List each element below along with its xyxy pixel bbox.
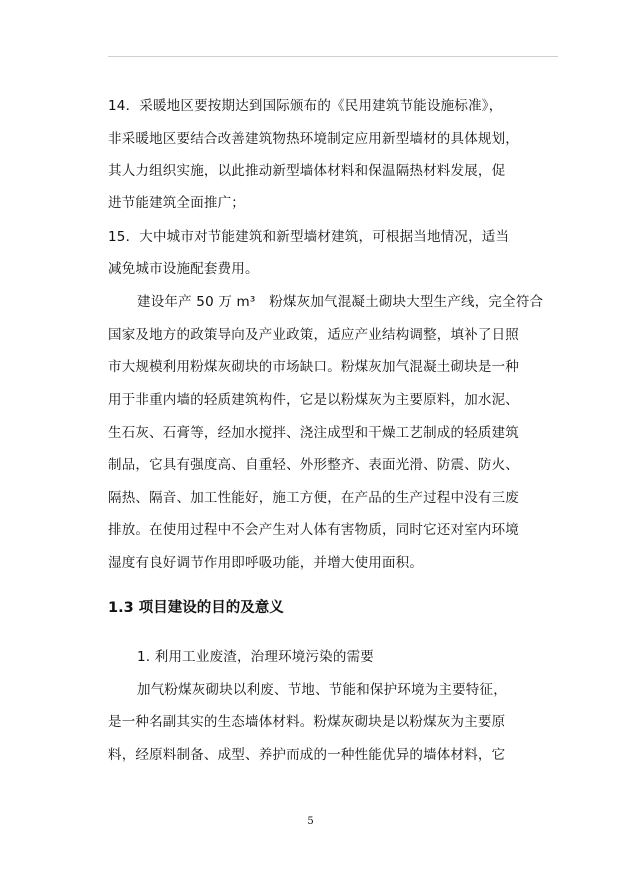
main-para-line-4: 用于非重内墙的轻质建筑构件，它是以粉煤灰为主要原料，加水泥、 bbox=[108, 392, 519, 408]
subheading-1: 1. 利用工业废渣，治理环境污染的需要 bbox=[137, 649, 374, 665]
section-heading: 1.3 项目建设的目的及意义 bbox=[108, 600, 284, 616]
header-rule bbox=[108, 56, 558, 57]
para2-line-1: 加气粉煤灰砌块以利废、节地、节能和保护环境为主要特征， bbox=[137, 682, 507, 698]
item14-line-1: 14．采暖地区要按期达到国际颁布的《民用建筑节能设施标准》， bbox=[108, 98, 503, 114]
main-para-line-6: 制品，它具有强度高、自重轻、外形整齐、表面光滑、防震、防火、 bbox=[108, 457, 519, 473]
main-para-line-8: 排放。在使用过程中不会产生对人体有害物质，同时它还对室内环境 bbox=[108, 522, 519, 538]
page-number: 5 bbox=[307, 816, 314, 827]
para2-line-3: 料，经原料制备、成型、养护而成的一种性能优异的墙体材料，它 bbox=[108, 747, 506, 763]
main-para-line-1: 建设年产 50 万 m³ 粉煤灰加气混凝土砌块大型生产线，完全符合 bbox=[137, 294, 544, 310]
main-para-line-9: 湿度有良好调节作用即呼吸功能，并增大使用面积。 bbox=[108, 555, 424, 571]
para2-line-2: 是一种名副其实的生态墙体材料。粉煤灰砌块是以粉煤灰为主要原 bbox=[108, 714, 506, 730]
item14-line-4: 进节能建筑全面推广； bbox=[108, 195, 245, 211]
item15-line-2: 减免城市设施配套费用。 bbox=[108, 261, 259, 277]
main-para-line-3: 市大规模利用粉煤灰砌块的市场缺口。粉煤灰加气混凝土砌块是一种 bbox=[108, 359, 519, 375]
item15-line-1: 15．大中城市对节能建筑和新型墙材建筑，可根据当地情况，适当 bbox=[108, 229, 510, 245]
item14-line-2: 非采暖地区要结合改善建筑物热环境制定应用新型墙材的具体规划， bbox=[108, 131, 519, 147]
main-para-line-5: 生石灰、石膏等，经加水搅拌、浇注成型和干燥工艺制成的轻质建筑 bbox=[108, 425, 519, 441]
main-para-line-2: 国家及地方的政策导向及产业政策，适应产业结构调整，填补了日照 bbox=[108, 327, 519, 343]
item14-line-3: 其人力组织实施，以此推动新型墙体材料和保温隔热材料发展，促 bbox=[108, 163, 506, 179]
main-para-line-7: 隔热、隔音、加工性能好，施工方便，在产品的生产过程中没有三废 bbox=[108, 490, 519, 506]
